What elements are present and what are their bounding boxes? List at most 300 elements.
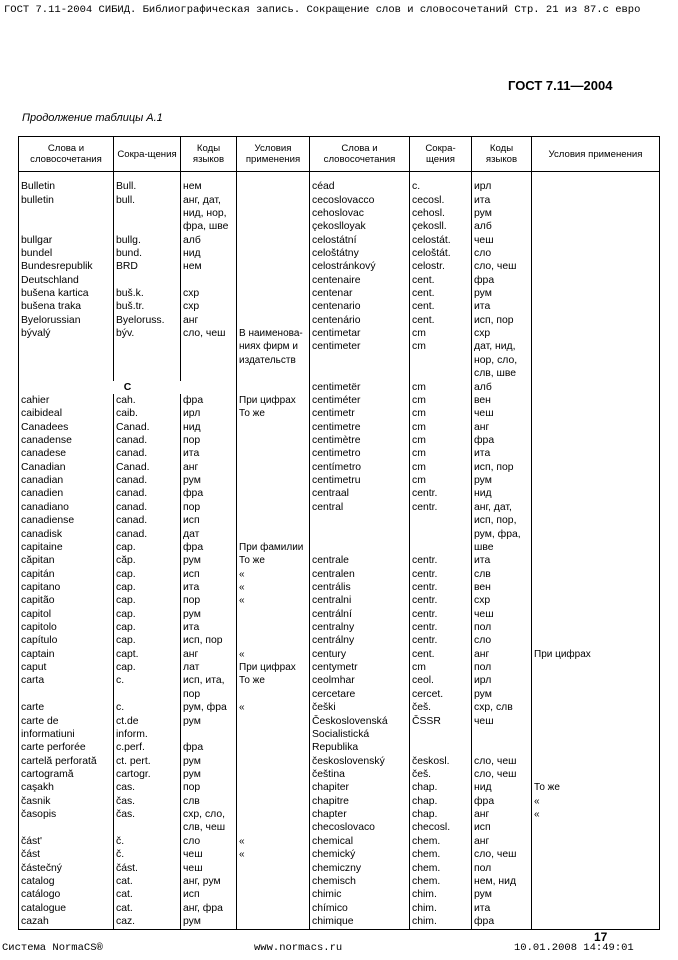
condition-cell (532, 688, 660, 701)
word-cell: Canadees (19, 421, 114, 434)
abbreviation-cell (410, 741, 472, 754)
abbreviation-cell: checosl. (410, 821, 472, 834)
table-row (19, 688, 660, 701)
condition-cell: При цифрах (237, 394, 310, 407)
word-cell: catálogo (19, 888, 114, 901)
word-cell: centralen (310, 568, 410, 581)
language-codes-cell: нор, сло, (472, 354, 532, 367)
table-row (19, 487, 660, 500)
word-cell: Bundesrepublik (19, 260, 114, 273)
abbreviation-cell: celostát. (410, 234, 472, 247)
word-cell: cartogramă (19, 768, 114, 781)
condition-cell (532, 594, 660, 607)
language-codes-cell: фра (181, 394, 237, 407)
word-cell: canadiense (19, 514, 114, 527)
language-codes-cell: сло, чеш (472, 768, 532, 781)
abbreviation-cell: c. (114, 674, 181, 687)
language-codes-cell: исп, пор (472, 314, 532, 327)
language-codes-cell: фра (181, 487, 237, 500)
word-cell: cercetare (310, 688, 410, 701)
table-caption: Продолжение таблицы А.1 (22, 112, 163, 124)
word-cell (19, 367, 114, 380)
language-codes-cell: рум (472, 207, 532, 220)
condition-cell (532, 447, 660, 460)
condition-cell (237, 434, 310, 447)
language-codes-cell: чеш (472, 407, 532, 420)
language-codes-cell: пол (472, 862, 532, 875)
language-codes-cell: слв (181, 795, 237, 808)
abbreviation-cell: canad. (114, 434, 181, 447)
table-row (19, 340, 660, 353)
word-cell: chemical (310, 835, 410, 848)
language-codes-cell: рум (181, 554, 237, 567)
word-cell: capitol (19, 608, 114, 621)
table-row (19, 260, 660, 273)
footer-url[interactable]: www.normacs.ru (254, 942, 343, 954)
abbreviation-cell: ceol. (410, 674, 472, 687)
table-row (19, 621, 660, 634)
language-codes-cell (181, 340, 237, 353)
word-cell: bušena traka (19, 300, 114, 313)
table-row (19, 781, 660, 794)
abbreviation-cell: canad. (114, 487, 181, 500)
condition-cell (237, 715, 310, 728)
abbreviation-cell: cat. (114, 888, 181, 901)
condition-cell (532, 421, 660, 434)
abbreviation-cell: centr. (410, 608, 472, 621)
language-codes-cell: анг (181, 314, 237, 327)
word-cell: chimique (310, 915, 410, 930)
language-codes-cell: исп (181, 888, 237, 901)
abbreviation-cell: cm (410, 447, 472, 460)
column-header: Слова и словосочетания (19, 137, 114, 172)
abbreviation-cell: centr. (410, 594, 472, 607)
language-codes-cell: пол (472, 661, 532, 674)
abbreviation-cell (410, 541, 472, 554)
language-codes-cell: фра (472, 795, 532, 808)
column-header: Слова и словосочетания (310, 137, 410, 172)
word-cell: capitán (19, 568, 114, 581)
condition-cell (532, 835, 660, 848)
condition-cell: « (237, 835, 310, 848)
language-codes-cell: анг (472, 421, 532, 434)
word-cell: časopis (19, 808, 114, 821)
word-cell: centimètre (310, 434, 410, 447)
abbreviation-cell: cm (410, 394, 472, 407)
abbreviation-cell: caib. (114, 407, 181, 420)
language-codes-cell: дат, нид, (472, 340, 532, 353)
abbreviation-cell: celostr. (410, 260, 472, 273)
abbreviation-cell: cent. (410, 314, 472, 327)
condition-cell (532, 715, 660, 728)
abbreviation-cell: c. (114, 701, 181, 714)
abbreviation-cell (114, 354, 181, 367)
word-cell: cazah (19, 915, 114, 930)
word-cell: částečný (19, 862, 114, 875)
condition-cell: издательств (237, 354, 310, 367)
condition-cell (237, 688, 310, 701)
language-codes-cell: рум (181, 474, 237, 487)
table-row (19, 875, 660, 888)
table-row (19, 314, 660, 327)
abbreviation-cell: cent. (410, 300, 472, 313)
abbreviation-cell (410, 728, 472, 741)
condition-cell: « (237, 701, 310, 714)
abbreviation-cell: cap. (114, 634, 181, 647)
abbreviation-cell: Bull. (114, 180, 181, 193)
word-cell (310, 514, 410, 527)
condition-cell (237, 755, 310, 768)
word-cell: capitolo (19, 621, 114, 634)
column-header: Коды языков (181, 137, 237, 172)
word-cell (310, 367, 410, 380)
language-codes-cell: исп, пор (181, 634, 237, 647)
abbreviation-cell: chap. (410, 795, 472, 808)
condition-cell: « (237, 594, 310, 607)
condition-cell (532, 274, 660, 287)
condition-cell (237, 741, 310, 754)
word-cell: centimetru (310, 474, 410, 487)
condition-cell (237, 862, 310, 875)
word-cell: chimic (310, 888, 410, 901)
condition-cell: В наименова- (237, 327, 310, 340)
condition-cell: « (237, 581, 310, 594)
language-codes-cell: фра (472, 434, 532, 447)
abbreviation-cell: Canad. (114, 461, 181, 474)
word-cell: Deutschland (19, 274, 114, 287)
word-cell: ceolmhar (310, 674, 410, 687)
word-cell: čeština (310, 768, 410, 781)
abbreviation-cell: cm (410, 381, 472, 394)
abbreviation-cell: č. (114, 835, 181, 848)
condition-cell (532, 194, 660, 207)
word-cell: centralny (310, 621, 410, 634)
abbreviation-cell: buš.k. (114, 287, 181, 300)
word-cell: canadese (19, 447, 114, 460)
abbreviation-cell: cartogr. (114, 768, 181, 781)
abbreviation-cell: cehosl. (410, 207, 472, 220)
abbreviation-cell: c.perf. (114, 741, 181, 754)
table-row (19, 394, 660, 407)
word-cell: centimetër (310, 381, 410, 394)
table-row (19, 247, 660, 260)
abbreviation-cell: cm (410, 421, 472, 434)
language-codes-cell: нид (472, 487, 532, 500)
condition-cell (532, 220, 660, 233)
word-cell: carta (19, 674, 114, 687)
word-cell: canadisk (19, 528, 114, 541)
language-codes-cell: схр (472, 327, 532, 340)
condition-cell (237, 501, 310, 514)
word-cell: centrale (310, 554, 410, 567)
table-row (19, 728, 660, 741)
language-codes-cell: ита (181, 581, 237, 594)
word-cell: catalogue (19, 902, 114, 915)
condition-cell: « (532, 808, 660, 821)
word-cell: centrálny (310, 634, 410, 647)
language-codes-cell: анг, рум (181, 875, 237, 888)
footer-datetime: 10.01.2008 14:49:01 (514, 942, 634, 954)
standard-title: ГОСТ 7.11—2004 (508, 78, 613, 93)
condition-cell (532, 888, 660, 901)
condition-cell (237, 180, 310, 193)
language-codes-cell: рум (472, 888, 532, 901)
word-cell: canadiano (19, 501, 114, 514)
abbreviation-cell: českosl. (410, 755, 472, 768)
word-cell: centimetro (310, 447, 410, 460)
abbreviation-cell: cm (410, 461, 472, 474)
language-codes-cell: пор (181, 688, 237, 701)
table-row (19, 581, 660, 594)
language-codes-cell: рум (181, 715, 237, 728)
table-row (19, 234, 660, 247)
abbreviation-cell (410, 528, 472, 541)
word-cell: central (310, 501, 410, 514)
abbreviation-cell: chim. (410, 888, 472, 901)
condition-cell: То же (237, 674, 310, 687)
language-codes-cell (181, 367, 237, 380)
language-codes-cell: алб (472, 381, 532, 394)
language-codes-cell: исп, пор, (472, 514, 532, 527)
condition-cell (532, 581, 660, 594)
table-row (19, 821, 660, 834)
condition-cell (532, 701, 660, 714)
condition-cell: « (237, 848, 310, 861)
abbreviation-cell: cat. (114, 875, 181, 888)
condition-cell: При цифрах (237, 661, 310, 674)
column-header: Сокра-щения (410, 137, 472, 172)
condition-cell (532, 514, 660, 527)
abbreviation-cell: căp. (114, 554, 181, 567)
abbreviation-cell: chem. (410, 835, 472, 848)
word-cell (19, 220, 114, 233)
section-letter: C (19, 381, 237, 394)
word-cell: caibideal (19, 407, 114, 420)
word-cell: carte perforée (19, 741, 114, 754)
language-codes-cell: ирл (181, 407, 237, 420)
abbreviation-cell: cm (410, 407, 472, 420)
abbreviation-cell (114, 821, 181, 834)
column-header: Условия применения (532, 137, 660, 172)
condition-cell (532, 621, 660, 634)
abbreviation-cell: chem. (410, 848, 472, 861)
condition-cell (237, 234, 310, 247)
condition-cell (532, 354, 660, 367)
table-row (19, 741, 660, 754)
word-cell: canadien (19, 487, 114, 500)
condition-cell (532, 394, 660, 407)
table-row (19, 274, 660, 287)
condition-cell (237, 821, 310, 834)
language-codes-cell: ита (472, 194, 532, 207)
abbreviation-cell: canad. (114, 447, 181, 460)
language-codes-cell: схр (472, 594, 532, 607)
table-row (19, 287, 660, 300)
language-codes-cell: пор (181, 501, 237, 514)
table-row (19, 367, 660, 380)
condition-cell (532, 755, 660, 768)
column-header: Сокра-щения (114, 137, 181, 172)
table-row (19, 674, 660, 687)
abbreviation-cell: cah. (114, 394, 181, 407)
condition-cell (237, 314, 310, 327)
abbreviation-cell: celoštát. (410, 247, 472, 260)
table-row (19, 755, 660, 768)
condition-cell (237, 528, 310, 541)
abbreviation-cell: chap. (410, 808, 472, 821)
abbreviation-cell (114, 220, 181, 233)
table-row (19, 327, 660, 340)
condition-cell: « (237, 568, 310, 581)
table-body (19, 172, 660, 930)
abbreviation-cell: Canad. (114, 421, 181, 434)
word-cell: Byelorussian (19, 314, 114, 327)
word-cell (19, 354, 114, 367)
condition-cell (532, 367, 660, 380)
abbreviation-cell: caz. (114, 915, 181, 930)
language-codes-cell: ирл (472, 180, 532, 193)
word-cell: captain (19, 648, 114, 661)
abbreviation-cell: cm (410, 661, 472, 674)
condition-cell (532, 674, 660, 687)
condition-cell (237, 608, 310, 621)
language-codes-cell: сло, чеш (472, 755, 532, 768)
abbreviation-cell: bund. (114, 247, 181, 260)
abbreviation-cell: bullg. (114, 234, 181, 247)
table-row (19, 354, 660, 367)
word-cell: Československá (310, 715, 410, 728)
abbreviation-cell: centr. (410, 581, 472, 594)
word-cell: cahier (19, 394, 114, 407)
word-cell: centymetr (310, 661, 410, 674)
condition-cell: « (237, 648, 310, 661)
condition-cell (532, 407, 660, 420)
abbreviation-cell: canad. (114, 514, 181, 527)
condition-cell (237, 381, 310, 394)
abbreviation-cell (114, 207, 181, 220)
language-codes-cell: пол (472, 621, 532, 634)
table-header-row (19, 137, 660, 172)
condition-cell (237, 768, 310, 781)
table-row (19, 715, 660, 728)
language-codes-cell: чеш (472, 608, 532, 621)
language-codes-cell: алб (472, 220, 532, 233)
language-codes-cell: исп (181, 514, 237, 527)
word-cell: capitano (19, 581, 114, 594)
language-codes-cell: ита (472, 902, 532, 915)
condition-cell (237, 274, 310, 287)
table-row (19, 634, 660, 647)
language-codes-cell (181, 728, 237, 741)
word-cell: bulletin (19, 194, 114, 207)
abbreviation-cell: chap. (410, 781, 472, 794)
condition-cell: То же (237, 554, 310, 567)
language-codes-cell: исп (472, 821, 532, 834)
word-cell: checoslovaco (310, 821, 410, 834)
word-cell: centraal (310, 487, 410, 500)
condition-cell (237, 461, 310, 474)
condition-cell (237, 795, 310, 808)
word-cell: Republika (310, 741, 410, 754)
abbreviation-cell: čas. (114, 808, 181, 821)
language-codes-cell: вен (472, 394, 532, 407)
language-codes-cell (181, 274, 237, 287)
language-codes-cell: сло (472, 247, 532, 260)
table-row (19, 541, 660, 554)
abbreviation-cell: centr. (410, 634, 472, 647)
condition-cell (237, 474, 310, 487)
word-cell (310, 354, 410, 367)
abbreviation-cell: cm (410, 340, 472, 353)
word-cell: centrális (310, 581, 410, 594)
abbreviation-cell: cap. (114, 581, 181, 594)
abbreviation-cell: inform. (114, 728, 181, 741)
condition-cell (532, 180, 660, 193)
abbreviation-cell: bull. (114, 194, 181, 207)
condition-cell: То же (237, 407, 310, 420)
table-row (19, 848, 660, 861)
condition-cell (237, 915, 310, 930)
language-codes-cell: рум (181, 768, 237, 781)
language-codes-cell: нид, нор, (181, 207, 237, 220)
abbreviation-cell: ČSSR (410, 715, 472, 728)
word-cell (19, 688, 114, 701)
language-codes-cell: пор (181, 594, 237, 607)
condition-cell (532, 848, 660, 861)
condition-cell (532, 260, 660, 273)
abbreviation-cell: c. (410, 180, 472, 193)
word-cell: Canadian (19, 461, 114, 474)
abbreviation-cell: cap. (114, 541, 181, 554)
word-cell: canadian (19, 474, 114, 487)
abbreviation-cell: cap. (114, 594, 181, 607)
condition-cell (532, 875, 660, 888)
word-cell: cecoslovacco (310, 194, 410, 207)
language-codes-cell: дат (181, 528, 237, 541)
word-cell: capitão (19, 594, 114, 607)
table-row (19, 220, 660, 233)
abbreviation-cell: canad. (114, 528, 181, 541)
word-cell: celostránkový (310, 260, 410, 273)
condition-cell: То же (532, 781, 660, 794)
abbreviation-cell (410, 367, 472, 380)
word-cell: caşakh (19, 781, 114, 794)
condition-cell (237, 514, 310, 527)
language-codes-cell: исп, ита, (181, 674, 237, 687)
condition-cell (532, 461, 660, 474)
abbreviations-table (18, 136, 660, 930)
abbreviation-cell: buš.tr. (114, 300, 181, 313)
language-codes-cell: схр (181, 300, 237, 313)
language-codes-cell: чеш (472, 715, 532, 728)
language-codes-cell (472, 728, 532, 741)
condition-cell (532, 487, 660, 500)
condition-cell (237, 487, 310, 500)
abbreviation-cell: canad. (114, 474, 181, 487)
word-cell: informatiuni (19, 728, 114, 741)
language-codes-cell: чеш (181, 848, 237, 861)
condition-cell (532, 554, 660, 567)
abbreviation-cell: centr. (410, 554, 472, 567)
word-cell: centímetro (310, 461, 410, 474)
word-cell (19, 821, 114, 834)
abbreviation-cell: cm (410, 474, 472, 487)
condition-cell (532, 568, 660, 581)
word-cell: chapiter (310, 781, 410, 794)
table-row (19, 514, 660, 527)
language-codes-cell: сло (472, 634, 532, 647)
language-codes-cell (181, 354, 237, 367)
